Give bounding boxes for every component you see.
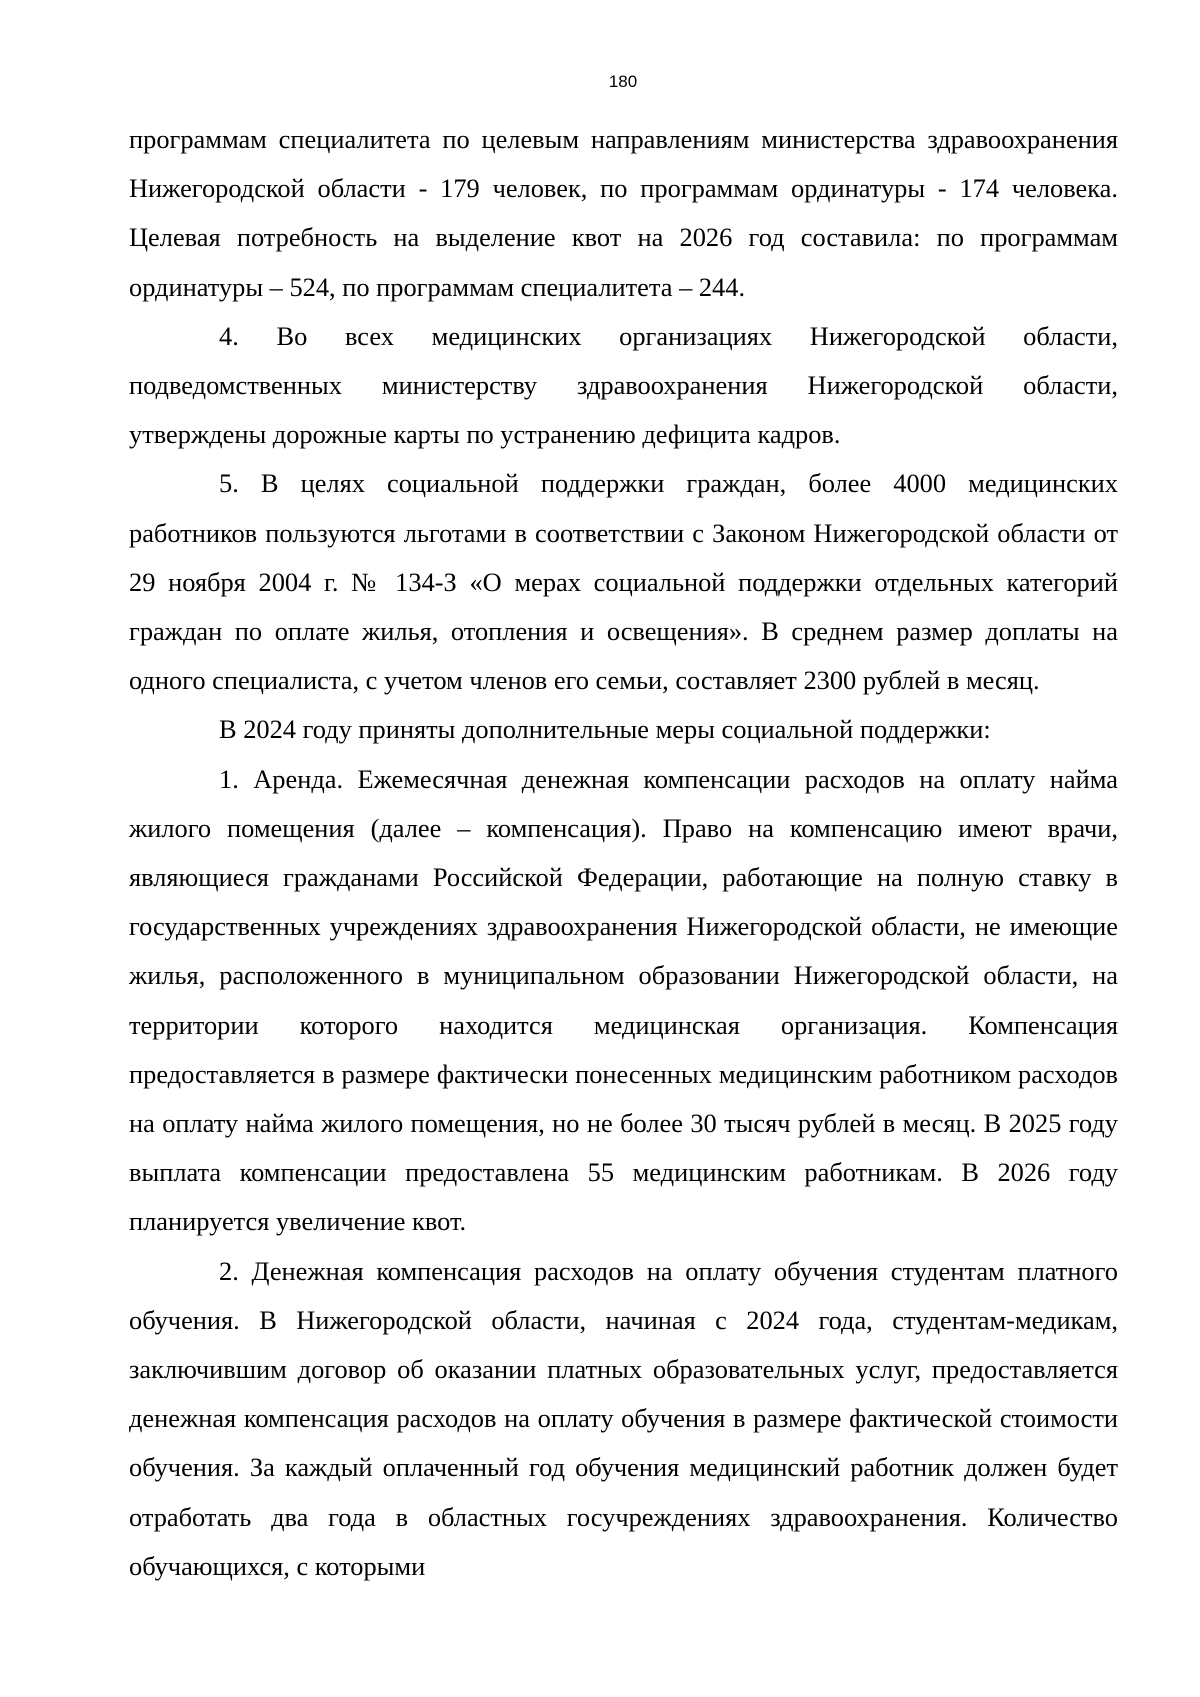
paragraph-item-5: 5. В целях социальной поддержки граждан, более 4000 медицинских работников пользуются льготами в соответствии с Законом Нижегородской области от 29 ноября 2004 г. № 134-З «О мерах социальной поддержки отдельных категорий граждан по оплате жилья, отопления и освещения». В среднем размер доплаты на одного специалиста, с учетом членов его семьи, составляет 2300 рублей в месяц.	[129, 468, 1118, 696]
paragraph-continued: программам специалитета по целевым направлениям министерства здравоохранения Нижегородской области - 179 человек, по программам ординатуры - 174 человека. Целевая потребность на выделение квот на 2026 год составила: по программам ординатуры – 524, по программам специалитета – 244.	[129, 124, 1118, 302]
paragraph-measures-intro: В 2024 году приняты дополнительные меры социальной поддержки:	[219, 714, 991, 745]
paragraph-tuition-compensation: 2. Денежная компенсация расходов на оплату обучения студентам платного обучения. В Нижегородской области, начиная с 2024 года, студентам-медикам, заключившим договор об оказании платных образовательных услуг, предоставляется денежная компенсация расходов на оплату обучения в размере фактической стоимости обучения. За каждый оплаченный год обучения медицинский работник должен будет отработать два года в областных госучреждениях здравоохранения. Количество обучающихся, с которыми	[129, 1255, 1118, 1581]
paragraph-rent-compensation: 1. Аренда. Ежемесячная денежная компенсации расходов на оплату найма жилого помещения (далее – компенсация). Право на компенсацию имеют врачи, являющиеся гражданами Российской Федерации, работающие на полную ставку в государственных учреждениях здравоохранения Нижегородской области, не имеющие жилья, расположенного в муниципальном образовании Нижегородской области, на территории которого находится медицинская организация. Компенсация предоставляется в размере фактически понесенных медицинским работником расходов на оплату найма жилого помещения, но не более 30 тысяч рублей в месяц. В 2025 году выплата компенсации предоставлена 55 медицинским работникам. В 2026 году планируется увеличение квот.	[129, 763, 1118, 1237]
paragraph-item-4: 4. Во всех медицинских организациях Нижегородской области, подведомственных министерству здравоохранения Нижегородской области, утверждены дорожные карты по устранению дефицита кадров.	[129, 320, 1118, 450]
page-number: 180	[608, 72, 638, 91]
document-body	[129, 115, 1118, 1591]
